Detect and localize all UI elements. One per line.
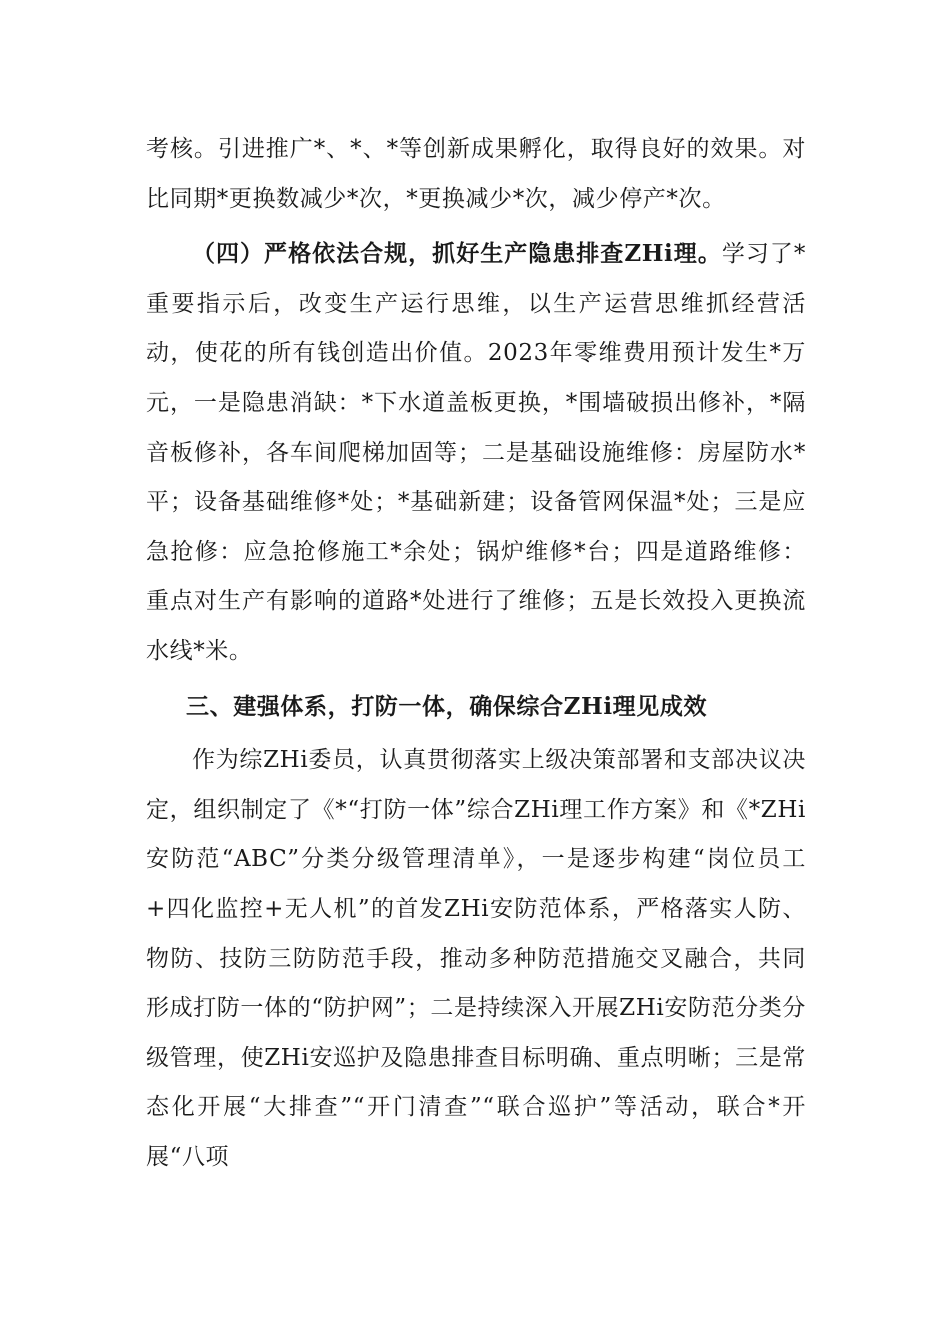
section-three-heading: 三、建强体系，打防一体，确保综合ZHi理见成效 xyxy=(186,692,708,720)
document-page xyxy=(146,125,806,1182)
section-four-title: （四）严格依法合规，抓好生产隐患排查ZHi理。 xyxy=(192,240,722,268)
paragraph-assessment-results: 考核。引进推广*、*、*等创新成果孵化，取得良好的效果。对比同期*更换数减少*次，*更换减少*次，减少停产*次。 xyxy=(146,136,806,212)
section-four-paragraph xyxy=(146,229,806,676)
section-four-body: 学习了*重要指示后，改变生产运行思维，以生产运营思维抓经营活动，使花的所有钱创造出价值。2023年零维费用预计发生*万元，一是隐患消缺：*下水道盖板更换，*围墙破损出修补，*隔音板修补，各车间爬梯加固等；二是基础设施维修：房屋防水*平；设备基础维修*处；*基础新建；设备管网保温*处；三是应急抢修：应急抢修施工*余处；锅炉维修*台；四是道路维修：重点对生产有影响的道路*处进行了维修；五是长效投入更换流水线*米。 xyxy=(146,241,806,664)
paragraph-comprehensive-governance: 作为综ZHi委员，认真贯彻落实上级决策部署和支部决议决定，组织制定了《*“打防一体”综合ZHi理工作方案》和《*ZHi安防范“ABC”分类分级管理清单》，一是逐步构建“岗位员工+四化监控+无人机”的首发ZHi安防范体系，严格落实人防、物防、技防三防防范手段，推动多种防范措施交叉融合，共同形成打防一体的“防护网”；二是持续深入开展ZHi安防范分类分级管理，使ZHi安巡护及隐患排查目标明确、重点明晰；三是常态化开展“大排查”“开门清查”“联合巡护”等活动，联合*开展“八项 xyxy=(146,747,806,1170)
